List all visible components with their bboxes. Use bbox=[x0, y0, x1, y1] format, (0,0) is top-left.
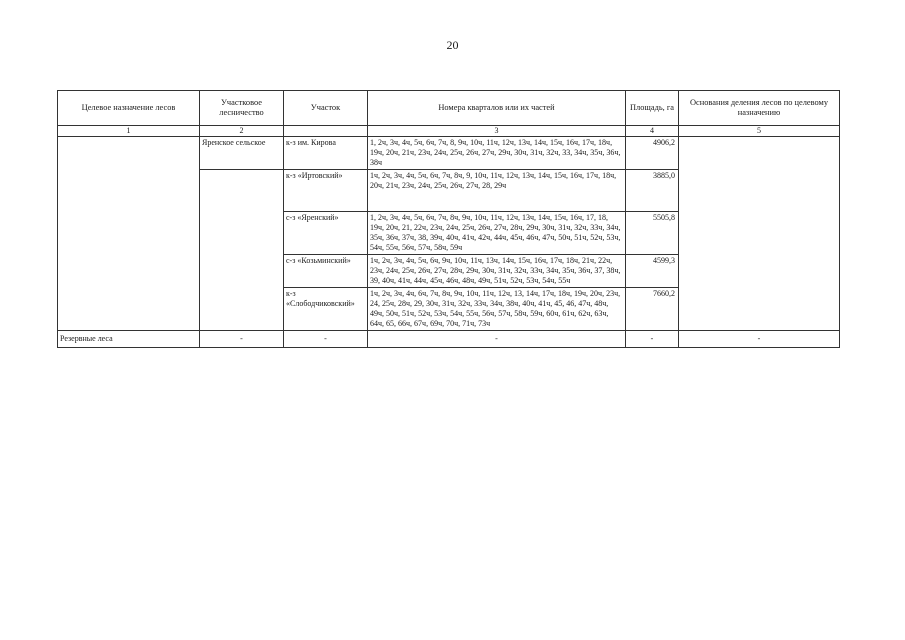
column-number: 2 bbox=[200, 126, 284, 137]
reserve-basis-cell: - bbox=[679, 331, 840, 348]
table-row-reserve bbox=[58, 331, 840, 348]
header-area: Площадь, га bbox=[626, 91, 679, 126]
column-number: 3 bbox=[368, 126, 626, 137]
plot-cell: с-з «Козьминский» bbox=[284, 255, 368, 288]
reserve-district-cell: - bbox=[200, 331, 284, 348]
reserve-purpose-cell: Резервные леса bbox=[58, 331, 200, 348]
header-row bbox=[58, 91, 840, 126]
purpose-cell-empty bbox=[58, 137, 200, 331]
quarters-cell: 1, 2ч, 3ч, 4ч, 5ч, 6ч, 7ч, 8, 9ч, 10ч, 11ч, 12ч, 13ч, 14ч, 15ч, 16ч, 17ч, 18ч, 19ч, 20ч, 21ч, 23ч, 24ч, 25ч, 26ч, 27ч, 29ч, 30ч, 31ч, 32ч, 33, 34ч, 35ч, 36ч, 38ч bbox=[368, 137, 626, 170]
forest-purpose-table bbox=[57, 90, 840, 348]
header-basis: Основания деления лесов по целевому назначению bbox=[679, 91, 840, 126]
header-district: Участковое лесничество bbox=[200, 91, 284, 126]
page-number: 20 bbox=[446, 38, 459, 52]
area-cell: 4599,3 bbox=[626, 255, 679, 288]
header-purpose: Целевое назначение лесов bbox=[58, 91, 200, 126]
quarters-cell: 1ч, 2ч, 3ч, 4ч, 5ч, 6ч, 9ч, 10ч, 11ч, 13ч, 14ч, 15ч, 16ч, 17ч, 18ч, 21ч, 22ч, 23ч, 24ч, 25ч, 26ч, 27ч, 28ч, 29ч, 30ч, 31ч, 32ч, 33ч, 34ч, 35ч, 36ч, 37, 38ч, 39, 40ч, 41ч, 44ч, 45ч, 46ч, 48ч, 49ч, 51ч, 52ч, 53ч, 54ч, 55ч bbox=[368, 255, 626, 288]
district-cell: Яренское сельское bbox=[200, 137, 284, 170]
basis-cell-empty bbox=[679, 137, 840, 331]
quarters-cell: 1ч, 2ч, 3ч, 4ч, 5ч, 6ч, 7ч, 8ч, 9, 10ч, 11ч, 12ч, 13ч, 14ч, 15ч, 16ч, 17ч, 18ч, 20ч, 21ч, 23ч, 24ч, 25ч, 26ч, 27ч, 28, 29ч bbox=[368, 170, 626, 212]
area-cell: 7660,2 bbox=[626, 288, 679, 331]
plot-cell: к-з им. Кирова bbox=[284, 137, 368, 170]
column-number-row bbox=[58, 126, 840, 137]
plot-cell: к-з «Слободчиковский» bbox=[284, 288, 368, 331]
column-number: 5 bbox=[679, 126, 840, 137]
plot-cell: к-з «Иртовский» bbox=[284, 170, 368, 212]
quarters-cell: 1ч, 2ч, 3ч, 4ч, 6ч, 7ч, 8ч, 9ч, 10ч, 11ч, 12ч, 13, 14ч, 17ч, 18ч, 19ч, 20ч, 23ч, 24, 25ч, 28ч, 29, 30ч, 31ч, 32ч, 33ч, 34ч, 38ч, 40ч, 41ч, 45, 46, 47ч, 48ч, 49ч, 50ч, 51ч, 52ч, 53ч, 54ч, 55ч, 56ч, 57ч, 58ч, 59ч, 60ч, 61ч, 62ч, 63ч, 64ч, 65, 66ч, 67ч, 69ч, 70ч, 71ч, 73ч bbox=[368, 288, 626, 331]
quarters-cell: 1, 2ч, 3ч, 4ч, 5ч, 6ч, 7ч, 8ч, 9ч, 10ч, 11ч, 12ч, 13ч, 14ч, 15ч, 16ч, 17, 18, 19ч, 20ч, 21, 22ч, 23ч, 24ч, 25ч, 26ч, 27ч, 28ч, 29ч, 30ч, 31ч, 32ч, 33ч, 34ч, 35ч, 36ч, 37ч, 38, 39ч, 40ч, 41ч, 42ч, 44ч, 45ч, 46ч, 47ч, 50ч, 51ч, 52ч, 53ч, 54ч, 55ч, 56ч, 57ч, 58ч, 59ч bbox=[368, 212, 626, 255]
header-quarters: Номера кварталов или их частей bbox=[368, 91, 626, 126]
header-plot: Участок bbox=[284, 91, 368, 126]
reserve-quarters-cell: - bbox=[368, 331, 626, 348]
column-number bbox=[284, 126, 368, 137]
reserve-area-cell: - bbox=[626, 331, 679, 348]
area-cell: 4906,2 bbox=[626, 137, 679, 170]
plot-cell: с-з «Яренский» bbox=[284, 212, 368, 255]
district-cell-empty bbox=[200, 170, 284, 331]
reserve-plot-cell: - bbox=[284, 331, 368, 348]
column-number: 4 bbox=[626, 126, 679, 137]
table-row bbox=[58, 137, 840, 170]
area-cell: 3885,0 bbox=[626, 170, 679, 212]
area-cell: 5505,8 bbox=[626, 212, 679, 255]
column-number: 1 bbox=[58, 126, 200, 137]
